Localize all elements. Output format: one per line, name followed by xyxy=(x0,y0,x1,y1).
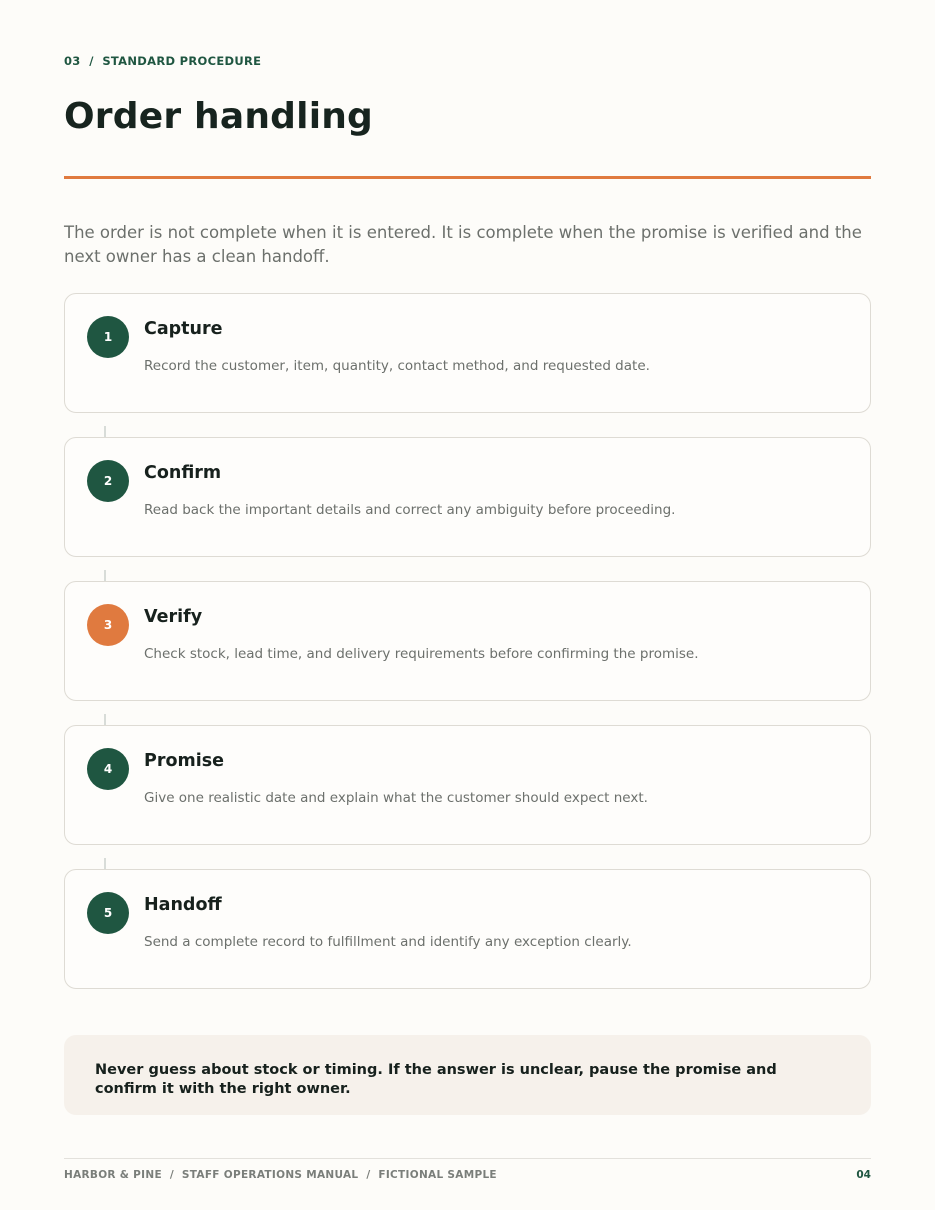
step-number-badge: 5 xyxy=(87,892,129,934)
step-connector xyxy=(104,714,106,725)
footer-divider xyxy=(64,1158,871,1159)
step-description: Record the customer, item, quantity, contact method, and requested date. xyxy=(144,358,650,374)
step-number-badge: 2 xyxy=(87,460,129,502)
title-divider xyxy=(64,176,871,179)
step-number-badge: 4 xyxy=(87,748,129,790)
step-connector xyxy=(104,426,106,437)
step-title: Promise xyxy=(144,751,224,771)
page-number: 04 xyxy=(856,1169,871,1181)
step-title: Confirm xyxy=(144,463,222,483)
step-description: Give one realistic date and explain what the customer should expect next. xyxy=(144,790,648,806)
step-card xyxy=(64,725,871,845)
step-number-badge-highlighted: 3 xyxy=(87,604,129,646)
footer-text: HARBOR & PINE / STAFF OPERATIONS MANUAL / FICTIONAL SAMPLE xyxy=(64,1169,497,1181)
step-title: Handoff xyxy=(144,895,222,915)
step-card xyxy=(64,581,871,701)
step-description: Send a complete record to fulfillment and identify any exception clearly. xyxy=(144,934,632,950)
step-card xyxy=(64,293,871,413)
step-description: Check stock, lead time, and delivery requirements before confirming the promise. xyxy=(144,646,699,662)
step-description: Read back the important details and correct any ambiguity before proceeding. xyxy=(144,502,676,518)
step-number-badge: 1 xyxy=(87,316,129,358)
warning-callout: Never guess about stock or timing. If the answer is unclear, pause the promise and confirm it with the right owner. xyxy=(64,1035,871,1115)
step-connector xyxy=(104,858,106,869)
steps-list xyxy=(64,293,871,989)
step-title: Capture xyxy=(144,319,223,339)
page-title: Order handling xyxy=(64,96,374,137)
document-page xyxy=(64,0,871,1210)
step-title: Verify xyxy=(144,607,203,627)
step-card xyxy=(64,437,871,557)
section-eyebrow: 03 / STANDARD PROCEDURE xyxy=(64,54,262,68)
intro-paragraph: The order is not complete when it is entered. It is complete when the promise is verified and the next owner has a clean handoff. xyxy=(64,223,862,266)
step-connector xyxy=(104,570,106,581)
step-card xyxy=(64,869,871,989)
